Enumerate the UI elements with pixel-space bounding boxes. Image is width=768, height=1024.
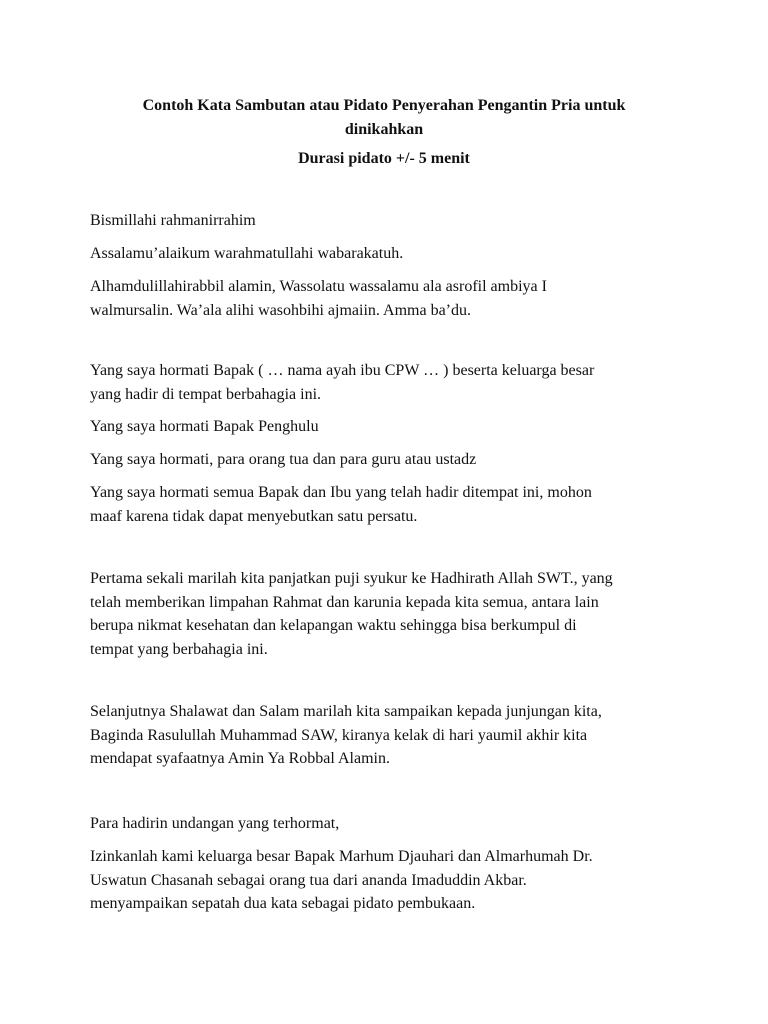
text-line: walmursalin. Wa’ala alihi wasohbihi ajmaiin. Amma ba’du. — [90, 301, 471, 319]
text-line: yang hadir di tempat berbahagia ini. — [90, 385, 322, 403]
document-title-line-2: dinikahkan — [344, 121, 424, 138]
text-line: Bismillahi rahmanirrahim — [90, 212, 256, 229]
text-line: Selanjutnya Shalawat dan Salam marilah kita sampaikan kepada junjungan kita, — [90, 703, 602, 720]
text-line: Yang saya hormati semua Bapak dan Ibu yang telah hadir ditempat ini, mohon — [90, 484, 592, 501]
text-line: berupa nikmat kesehatan dan kelapangan waktu sehingga bisa berkumpul di — [90, 617, 577, 634]
paragraph-family-introduction — [90, 845, 680, 916]
text-line: Assalamu’alaikum warahmatullahi wabarakatuh. — [90, 245, 404, 262]
text-line: telah memberikan limpahan Rahmat dan karunia kepada kita semua, antara lain — [90, 593, 599, 611]
paragraph-honor-guests — [90, 481, 680, 528]
paragraph-honor-parents — [90, 359, 680, 406]
text-line: Para hadirin undangan yang terhormat, — [90, 815, 340, 832]
text-line: maaf karena tidak dapat menyebutkan satu persatu. — [90, 507, 418, 525]
paragraph-opening-praise — [90, 275, 680, 322]
document-duration: Durasi pidato +/- 5 menit — [298, 150, 470, 167]
text-line: mendapat syafaatnya Amin Ya Robbal Alamin. — [90, 750, 390, 767]
text-line: Izinkanlah kami keluarga besar Bapak Marhum Djauhari dan Almarhumah Dr. — [90, 848, 593, 865]
paragraph-honor-teachers — [90, 448, 680, 472]
paragraph-greeting — [90, 242, 680, 266]
text-line: Uswatun Chasanah sebagai orang tua dari ananda Imaduddin Akbar. — [90, 871, 527, 889]
paragraph-gratitude — [90, 567, 680, 661]
paragraph-basmalah — [90, 209, 680, 233]
text-line: menyampaikan sepatah dua kata sebagai pidato pembukaan. — [90, 895, 476, 912]
text-line: Yang saya hormati Bapak ( … nama ayah ibu CPW … ) beserta keluarga besar — [90, 362, 595, 379]
text-line: Yang saya hormati Bapak Penghulu — [90, 418, 319, 435]
paragraph-honor-penghulu — [90, 415, 680, 439]
document-title — [60, 94, 708, 142]
paragraph-shalawat — [90, 700, 680, 771]
text-line: tempat yang berbahagia ini. — [90, 640, 268, 658]
paragraph-address-audience — [90, 812, 680, 836]
document-title-line-1: Contoh Kata Sambutan atau Pidato Penyerahan Pengantin Pria untuk — [142, 97, 626, 114]
text-line: Alhamdulillahirabbil alamin, Wassolatu wassalamu ala asrofil ambiya I — [90, 278, 547, 295]
text-line: Baginda Rasulullah Muhammad SAW, kiranya kelak di hari yaumil akhir kita — [90, 726, 588, 744]
text-line: Pertama sekali marilah kita panjatkan puji syukur ke Hadhirath Allah SWT., yang — [90, 570, 613, 587]
text-line: Yang saya hormati, para orang tua dan para guru atau ustadz — [90, 451, 477, 468]
